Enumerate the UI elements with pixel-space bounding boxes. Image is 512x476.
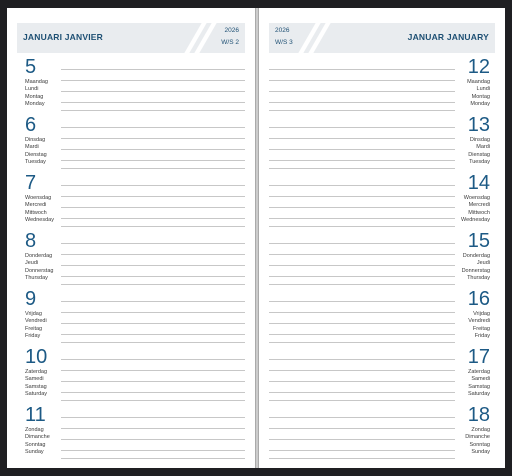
writing-line[interactable] bbox=[61, 69, 245, 70]
writing-line[interactable] bbox=[61, 370, 245, 371]
day-names bbox=[461, 195, 490, 225]
day-block bbox=[259, 346, 505, 404]
left-week-number: W/S 2 bbox=[221, 39, 239, 46]
writing-line[interactable] bbox=[61, 149, 245, 150]
writing-line[interactable] bbox=[269, 110, 455, 111]
day-names bbox=[465, 427, 490, 457]
day-name: Mittwoch bbox=[468, 209, 490, 216]
right-header bbox=[269, 23, 495, 53]
writing-line[interactable] bbox=[61, 80, 245, 81]
day-block bbox=[259, 114, 505, 172]
writing-line[interactable] bbox=[61, 417, 245, 418]
writing-line[interactable] bbox=[61, 218, 245, 219]
day-names bbox=[25, 195, 54, 225]
writing-line[interactable] bbox=[269, 439, 455, 440]
day-number: 17 bbox=[467, 346, 490, 368]
day-name: Lundi bbox=[476, 86, 490, 93]
left-header bbox=[17, 23, 245, 53]
day-block bbox=[259, 56, 505, 114]
writing-line[interactable] bbox=[61, 392, 245, 393]
day-name: Montag bbox=[25, 93, 44, 100]
day-number: 8 bbox=[25, 230, 37, 252]
writing-line[interactable] bbox=[269, 381, 455, 382]
day-name: Wednesday bbox=[461, 217, 490, 224]
writing-line[interactable] bbox=[61, 359, 245, 360]
day-name: Vrijdag bbox=[473, 311, 490, 317]
day-name: Samedi bbox=[471, 376, 490, 383]
day-number: 13 bbox=[467, 114, 490, 136]
day-block bbox=[259, 288, 505, 346]
day-names bbox=[25, 253, 53, 283]
day-block bbox=[259, 230, 505, 288]
writing-line[interactable] bbox=[61, 127, 245, 128]
day-number: 12 bbox=[467, 56, 490, 78]
right-year: 2026 bbox=[275, 27, 290, 34]
day-name: Thursday bbox=[25, 275, 48, 282]
writing-line[interactable] bbox=[269, 334, 455, 335]
day-block bbox=[259, 172, 505, 230]
day-name: Freitag bbox=[472, 325, 490, 332]
writing-line[interactable] bbox=[269, 91, 455, 92]
day-name: Monday bbox=[25, 101, 45, 108]
day-name: Saturday bbox=[25, 391, 48, 398]
day-block bbox=[259, 404, 505, 462]
day-name: Dimanche bbox=[25, 434, 50, 441]
writing-line[interactable] bbox=[61, 334, 245, 335]
day-number: 15 bbox=[467, 230, 490, 252]
day-block bbox=[7, 56, 255, 114]
right-page bbox=[259, 8, 505, 468]
day-names bbox=[25, 427, 50, 457]
writing-line[interactable] bbox=[269, 138, 455, 139]
day-names bbox=[25, 79, 48, 109]
writing-line[interactable] bbox=[269, 428, 455, 429]
writing-line[interactable] bbox=[61, 439, 245, 440]
day-name: Tuesday bbox=[25, 159, 46, 166]
day-names bbox=[468, 369, 490, 399]
writing-line[interactable] bbox=[61, 102, 245, 103]
writing-line[interactable] bbox=[269, 370, 455, 371]
writing-line[interactable] bbox=[269, 458, 455, 459]
writing-line[interactable] bbox=[61, 312, 245, 313]
writing-line[interactable] bbox=[61, 450, 245, 451]
day-name: Dinsdag bbox=[25, 137, 46, 143]
day-name: Monday bbox=[470, 101, 490, 108]
day-name: Vrijdag bbox=[25, 311, 42, 317]
writing-line[interactable] bbox=[61, 400, 245, 401]
day-name: Dinsdag bbox=[469, 137, 490, 143]
writing-line[interactable] bbox=[61, 207, 245, 208]
left-month-title: JANUARI JANVIER bbox=[23, 32, 103, 42]
day-name: Woensdag bbox=[463, 195, 490, 201]
right-week-number: W/S 3 bbox=[275, 39, 293, 46]
day-name: Tuesday bbox=[469, 159, 490, 166]
day-number: 16 bbox=[467, 288, 490, 310]
day-names bbox=[25, 369, 47, 399]
day-name: Donderdag bbox=[25, 253, 53, 259]
writing-line[interactable] bbox=[269, 312, 455, 313]
writing-line[interactable] bbox=[269, 102, 455, 103]
day-number: 11 bbox=[25, 404, 46, 426]
day-name: Thursday bbox=[467, 275, 490, 282]
writing-line[interactable] bbox=[269, 243, 455, 244]
writing-line[interactable] bbox=[269, 417, 455, 418]
day-name: Zondag bbox=[25, 427, 44, 433]
writing-line[interactable] bbox=[269, 392, 455, 393]
writing-line[interactable] bbox=[61, 196, 245, 197]
day-names bbox=[467, 79, 490, 109]
day-number: 14 bbox=[467, 172, 490, 194]
day-name: Donnerstag bbox=[25, 267, 54, 274]
writing-line[interactable] bbox=[61, 323, 245, 324]
writing-line[interactable] bbox=[61, 254, 245, 255]
day-name: Sonntag bbox=[469, 441, 490, 448]
left-page bbox=[7, 8, 255, 468]
day-name: Mardi bbox=[25, 144, 39, 151]
day-block bbox=[7, 404, 255, 462]
day-number: 18 bbox=[467, 404, 490, 426]
writing-line[interactable] bbox=[269, 284, 455, 285]
day-name: Wednesday bbox=[25, 217, 54, 224]
writing-line[interactable] bbox=[269, 450, 455, 451]
day-name: Samstag bbox=[468, 383, 490, 390]
writing-line[interactable] bbox=[61, 265, 245, 266]
writing-line[interactable] bbox=[61, 160, 245, 161]
day-names bbox=[468, 311, 490, 341]
day-names bbox=[468, 137, 490, 167]
writing-line[interactable] bbox=[269, 168, 455, 169]
day-name: Dienstag bbox=[25, 151, 47, 158]
writing-line[interactable] bbox=[61, 301, 245, 302]
day-block bbox=[7, 230, 255, 288]
day-block bbox=[7, 114, 255, 172]
writing-line[interactable] bbox=[61, 185, 245, 186]
day-name: Dienstag bbox=[468, 151, 490, 158]
writing-line[interactable] bbox=[61, 458, 245, 459]
writing-line[interactable] bbox=[61, 243, 245, 244]
writing-line[interactable] bbox=[269, 127, 455, 128]
writing-line[interactable] bbox=[269, 185, 455, 186]
day-name: Maandag bbox=[25, 79, 48, 85]
writing-line[interactable] bbox=[269, 226, 455, 227]
day-name: Vendredi bbox=[468, 318, 490, 325]
day-name: Mardi bbox=[476, 144, 490, 151]
day-name: Freitag bbox=[25, 325, 43, 332]
writing-line[interactable] bbox=[61, 226, 245, 227]
day-number: 7 bbox=[25, 172, 37, 194]
day-name: Mercredi bbox=[468, 202, 490, 209]
day-name: Sunday bbox=[471, 449, 490, 456]
writing-line[interactable] bbox=[61, 428, 245, 429]
day-name: Friday bbox=[474, 333, 490, 340]
right-month-title: JANUAR JANUARY bbox=[407, 32, 489, 42]
day-name: Montag bbox=[471, 93, 490, 100]
day-name: Jeudi bbox=[476, 260, 490, 267]
day-name: Mercredi bbox=[25, 202, 47, 209]
day-names bbox=[462, 253, 490, 283]
writing-line[interactable] bbox=[61, 91, 245, 92]
writing-line[interactable] bbox=[269, 276, 455, 277]
day-name: Samstag bbox=[25, 383, 47, 390]
writing-line[interactable] bbox=[269, 301, 455, 302]
day-name: Jeudi bbox=[25, 260, 39, 267]
writing-line[interactable] bbox=[269, 342, 455, 343]
writing-line[interactable] bbox=[269, 196, 455, 197]
writing-line[interactable] bbox=[269, 80, 455, 81]
writing-line[interactable] bbox=[269, 265, 455, 266]
day-name: Maandag bbox=[467, 79, 490, 85]
writing-line[interactable] bbox=[61, 342, 245, 343]
day-name: Saturday bbox=[467, 391, 490, 398]
day-block bbox=[7, 346, 255, 404]
day-name: Zondag bbox=[471, 427, 490, 433]
writing-line[interactable] bbox=[269, 149, 455, 150]
day-name: Mittwoch bbox=[25, 209, 47, 216]
writing-line[interactable] bbox=[269, 160, 455, 161]
writing-line[interactable] bbox=[269, 400, 455, 401]
day-name: Samedi bbox=[25, 376, 44, 383]
writing-line[interactable] bbox=[61, 138, 245, 139]
day-name: Dimanche bbox=[465, 434, 490, 441]
day-number: 6 bbox=[25, 114, 37, 136]
day-names bbox=[25, 137, 47, 167]
day-name: Zaterdag bbox=[25, 369, 48, 375]
writing-line[interactable] bbox=[269, 218, 455, 219]
day-name: Woensdag bbox=[25, 195, 52, 201]
writing-line[interactable] bbox=[269, 359, 455, 360]
day-names bbox=[25, 311, 47, 341]
day-name: Zaterdag bbox=[467, 369, 490, 375]
day-name: Vendredi bbox=[25, 318, 47, 325]
writing-line[interactable] bbox=[269, 254, 455, 255]
writing-line[interactable] bbox=[61, 276, 245, 277]
day-name: Donderdag bbox=[462, 253, 490, 259]
day-name: Sonntag bbox=[25, 441, 46, 448]
left-year: 2026 bbox=[224, 27, 239, 34]
day-number: 10 bbox=[25, 346, 48, 368]
day-name: Sunday bbox=[25, 449, 44, 456]
writing-line[interactable] bbox=[269, 207, 455, 208]
day-number: 9 bbox=[25, 288, 37, 310]
day-name: Lundi bbox=[25, 86, 39, 93]
day-block bbox=[7, 172, 255, 230]
writing-line[interactable] bbox=[269, 323, 455, 324]
writing-line[interactable] bbox=[269, 69, 455, 70]
day-name: Friday bbox=[25, 333, 41, 340]
day-number: 5 bbox=[25, 56, 37, 78]
writing-line[interactable] bbox=[61, 168, 245, 169]
writing-line[interactable] bbox=[61, 284, 245, 285]
day-block bbox=[7, 288, 255, 346]
writing-line[interactable] bbox=[61, 110, 245, 111]
writing-line[interactable] bbox=[61, 381, 245, 382]
day-name: Donnerstag bbox=[461, 267, 490, 274]
